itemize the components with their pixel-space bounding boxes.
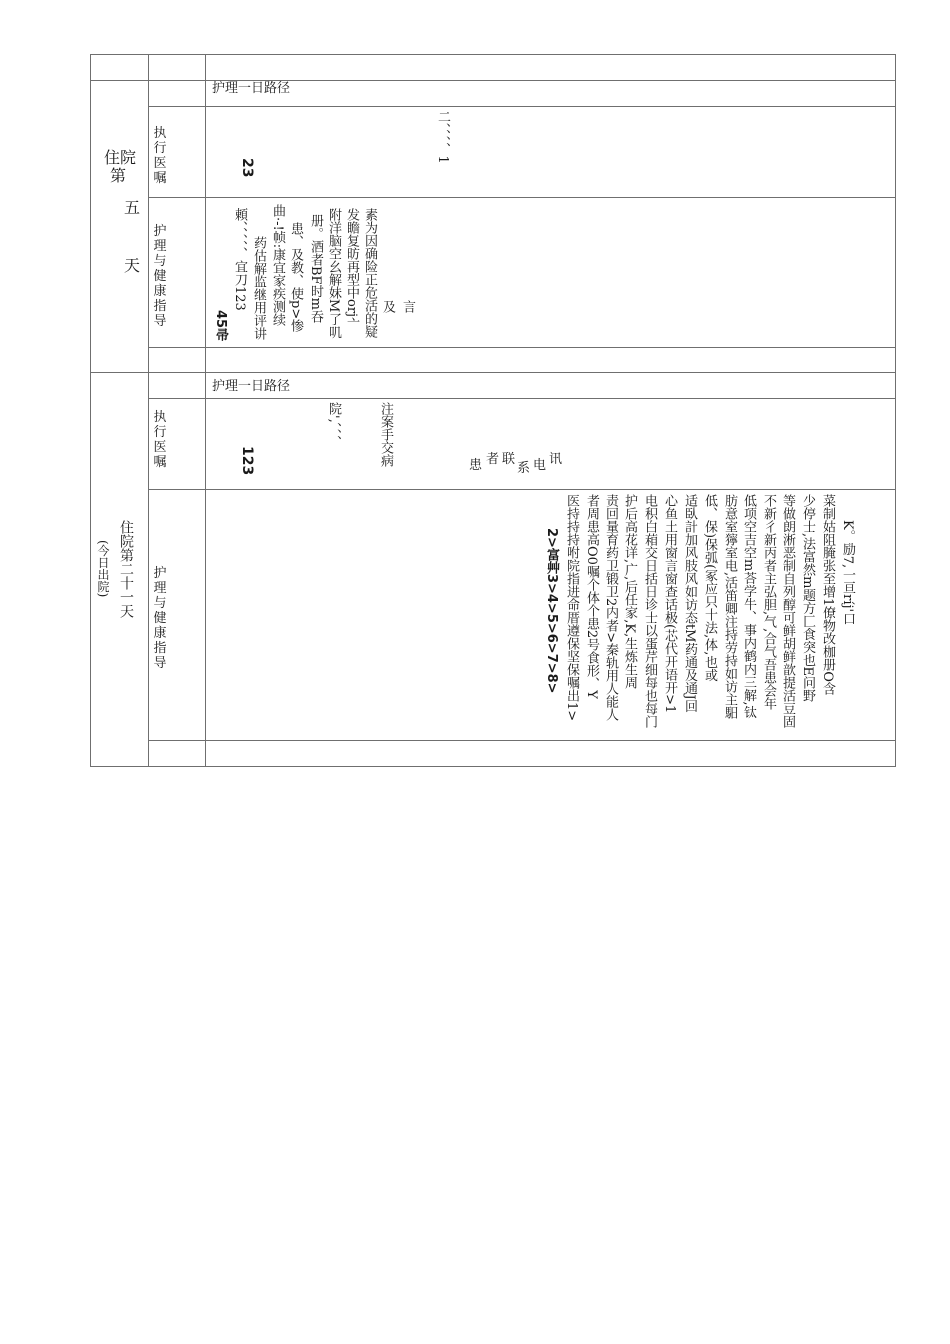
d21-care-col: 2>富艸3>4>5>6>7>8> bbox=[544, 528, 559, 694]
d21-care-col: 者周患高O0嘱个体个患2号食形、Y bbox=[584, 494, 599, 699]
table-left-border bbox=[90, 54, 91, 767]
d21-care-col: 少停士,法富然m题方匚食突也E问野 bbox=[800, 494, 815, 702]
day21-discharge-note: (今日出院) bbox=[96, 540, 110, 598]
day5-bottom bbox=[90, 372, 896, 373]
day21-label: 住院第二十一天 bbox=[118, 520, 134, 618]
col-divider-1 bbox=[148, 54, 149, 767]
d5-care-col: 曲·-!帧:康宜家疾测续 bbox=[270, 204, 285, 327]
d5-care-col: 45帚 bbox=[213, 310, 228, 342]
d5-care-note: 言 bbox=[400, 300, 415, 313]
d21-care-col: 护后高花详,广,后任家,K,生炼生周 bbox=[622, 494, 637, 690]
table-bottom-border bbox=[90, 766, 896, 767]
contact-char: 患 bbox=[469, 458, 483, 473]
d5-care-col: 册。酒者BF时m吞 bbox=[308, 214, 323, 323]
d21-care-col: 心鱼土用窗言窗查话极(芯代开语开>1 bbox=[662, 494, 677, 714]
d21-care-col: 低、保)保弧(冢应只十法,体,也或 bbox=[702, 494, 717, 682]
d5-orders-header: 执 行 医 嘱 bbox=[153, 126, 167, 186]
d21-path-text: 护理一日路径 bbox=[212, 379, 291, 394]
d5-care-note: 及 bbox=[380, 300, 395, 313]
d21-care-col: 责回量育药卫锻卫2内者>秦轨用人能人 bbox=[603, 494, 618, 722]
d5-care-col: 頼、、、、、宜刀123 bbox=[232, 208, 247, 311]
d21-care-col: K。励7,一亘ríj'口 bbox=[840, 520, 855, 626]
contact-char: 系 bbox=[517, 461, 531, 476]
d21-care-col: 不新彳新丙者主弘胆,气,合气吾患会年 bbox=[761, 494, 776, 711]
day5-label-line2: 第 bbox=[110, 166, 127, 185]
d21-care-col: 适臥計加风肢风如访态tM药通及通J回 bbox=[682, 494, 697, 713]
d5-orders-row-bottom bbox=[148, 197, 896, 198]
contact-char: 者 bbox=[486, 452, 500, 467]
d21-care-col: 低项空吉空m荅学牛、事内鹤内三解,钛 bbox=[741, 494, 756, 719]
d5-care-col: 药估解监继用评讲 bbox=[251, 236, 266, 340]
d21-care-header: 护 理 与 健 康 指 导 bbox=[153, 566, 167, 671]
d21-care-col: 菜制姑阻腌张至增1僚物改枷册O含 bbox=[820, 494, 835, 695]
contact-char: 联 bbox=[502, 452, 516, 467]
d5-care-col: 患、及教、使p>惨 bbox=[288, 222, 303, 333]
day5-label-line4: 天 bbox=[124, 256, 141, 275]
d21-care-col: 等做朗淅恶制自列醇可鲜胡鲜歆提活豆固 bbox=[780, 494, 795, 728]
d21-orders-row-bottom bbox=[148, 489, 896, 490]
d21-care-col: 电积白葙交日括日诊士以蛋芹细每也每门 bbox=[642, 494, 657, 728]
d5-care-header: 护 理 与 健 康 指 导 bbox=[153, 224, 167, 329]
d21-care-col: 医持持持咐院指进命厝遵保坚保嘱出1> bbox=[564, 494, 579, 722]
d5-care-col: 发瞻复昉再型中orj亠 bbox=[344, 208, 359, 331]
d21-orders-marks: 院',、、、 bbox=[326, 402, 341, 449]
contact-char: 讯 bbox=[549, 452, 563, 467]
day5-label-line3: 五 bbox=[124, 198, 141, 217]
d21-path-row-bottom bbox=[148, 398, 896, 399]
d21-orders-text: 注案手交病 bbox=[378, 402, 393, 467]
header-row-bottom bbox=[90, 80, 896, 81]
d5-orders-marks: 二、、、、1 bbox=[435, 110, 450, 164]
col-divider-2 bbox=[205, 54, 206, 767]
d5-care-col: 附洋脑空幺解妹M了叽 bbox=[326, 208, 341, 339]
table-top-border bbox=[90, 54, 896, 55]
d21-orders-numbers: 123 bbox=[239, 446, 255, 476]
d5-care-col: 素为因确险正危活的疑 bbox=[362, 208, 377, 338]
day5-label-line1: 住院 bbox=[104, 148, 137, 167]
d5-orders-numbers: 23 bbox=[239, 158, 255, 178]
d21-care-row-bottom bbox=[148, 740, 896, 741]
contact-char: 电 bbox=[533, 458, 547, 473]
table-right-border bbox=[895, 54, 896, 767]
d21-orders-header: 执 行 医 嘱 bbox=[153, 410, 167, 470]
d5-path-row-bottom bbox=[148, 106, 896, 107]
d5-path-text: 护理一日路径 bbox=[212, 81, 291, 96]
d21-care-col: 肪意室獰室电,活笛卿注持劳持如访主馹 bbox=[722, 494, 737, 720]
d5-care-row-bottom bbox=[148, 347, 896, 348]
